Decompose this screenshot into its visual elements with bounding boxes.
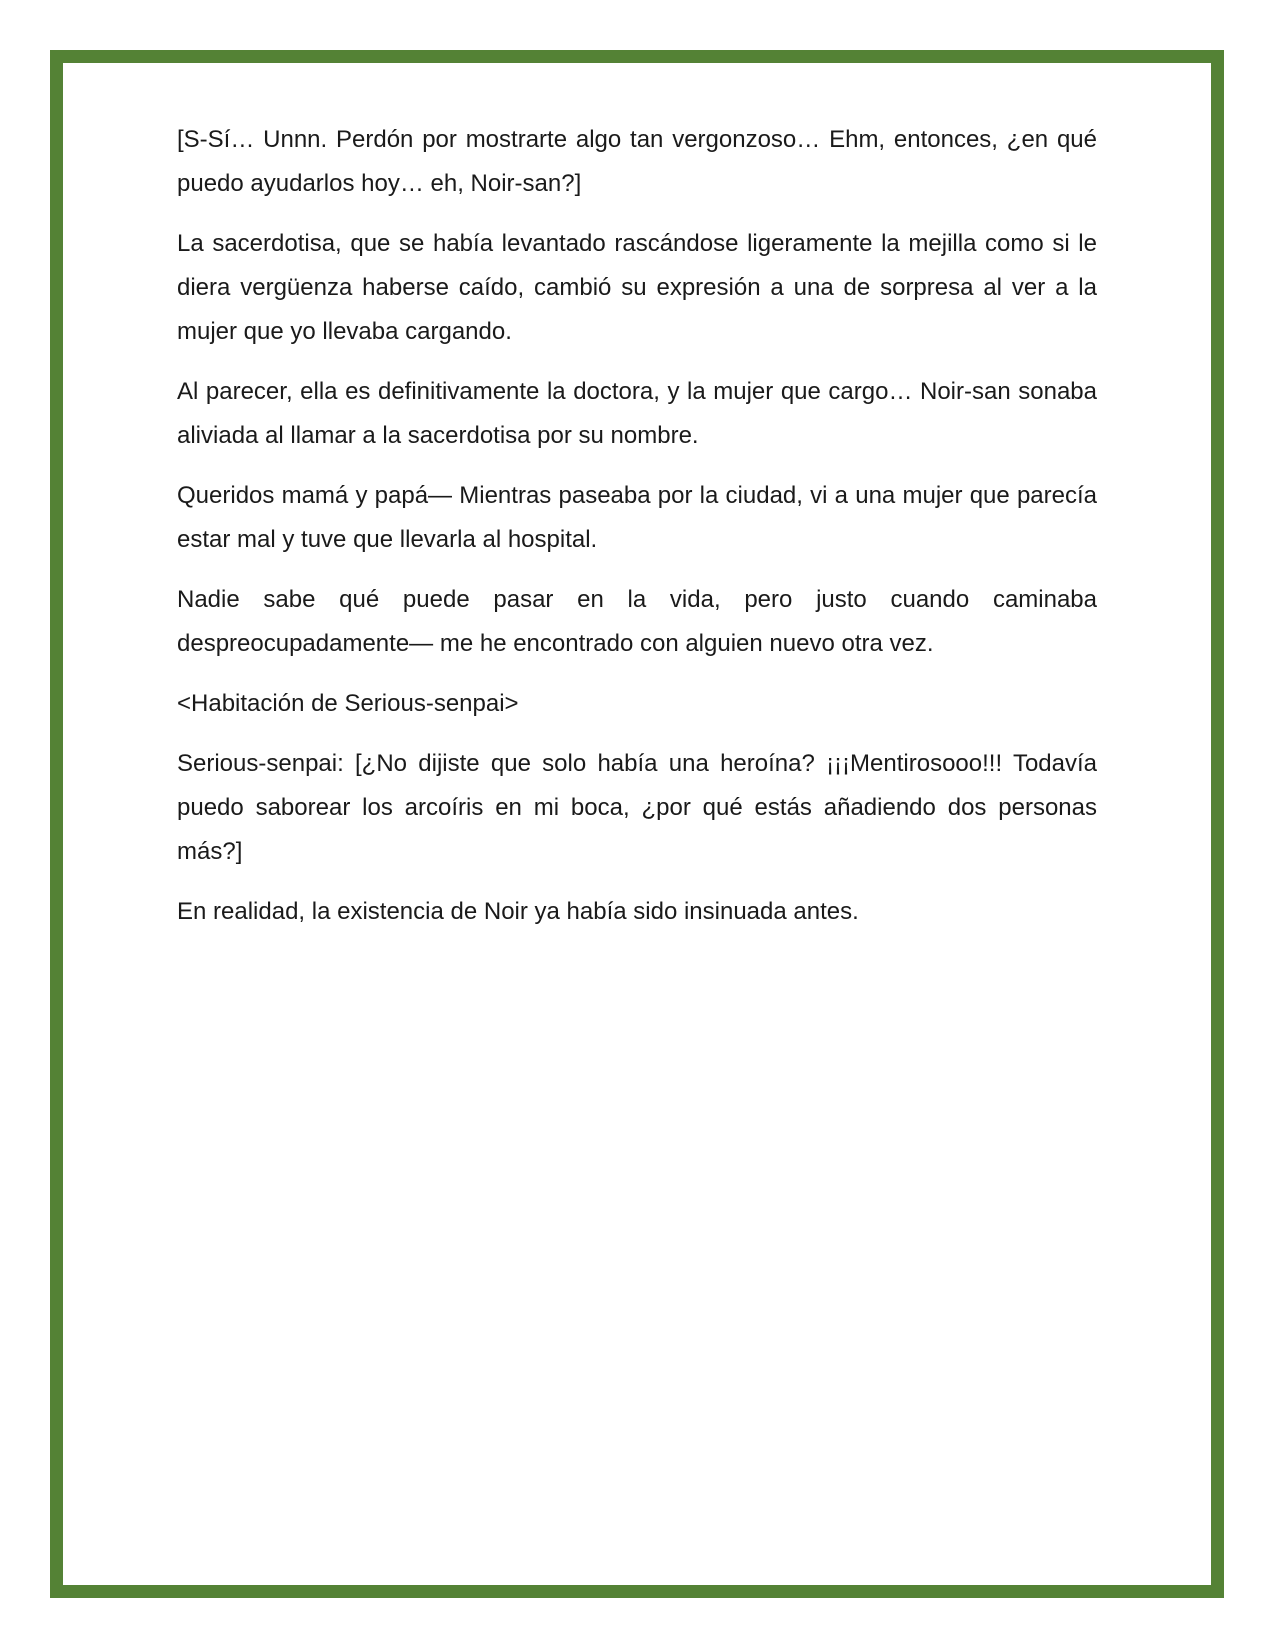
document-body xyxy=(177,118,1097,950)
paragraph-priestess-apology: [S-Sí… Unnn. Perdón por mostrarte algo tan vergonzoso… Ehm, entonces, ¿en qué puedo ayudarlos hoy… eh, Noir-san?] xyxy=(177,126,1097,197)
section-heading-senpai-room: <Habitación de Serious-senpai> xyxy=(177,690,519,717)
paragraph-priestess-surprise: La sacerdotisa, que se había levantado rascándose ligeramente la mejilla como si le diera vergüenza haberse caído, cambió su expresión a una de sorpresa al ver a la mujer que yo llevaba cargando. xyxy=(177,230,1097,345)
paragraph-noir-hinted: En realidad, la existencia de Noir ya había sido insinuada antes. xyxy=(177,898,859,925)
paragraph-senpai-complaint: Serious-senpai: [¿No dijiste que solo había una heroína? ¡¡¡Mentirosooo!!! Todavía puedo saborear los arcoíris en mi boca, ¿por qué estás añadiendo dos personas más?] xyxy=(177,750,1097,865)
paragraph-new-encounter: Nadie sabe qué puede pasar en la vida, pero justo cuando caminaba despreocupadamente— me he encontrado con alguien nuevo otra vez. xyxy=(177,586,1097,657)
paragraph-doctor-identified: Al parecer, ella es definitivamente la doctora, y la mujer que cargo… Noir-san sonaba aliviada al llamar a la sacerdotisa por su nombre. xyxy=(177,378,1097,449)
paragraph-dear-parents: Queridos mamá y papá— Mientras paseaba por la ciudad, vi a una mujer que parecía estar mal y tuve que llevarla al hospital. xyxy=(177,482,1097,553)
